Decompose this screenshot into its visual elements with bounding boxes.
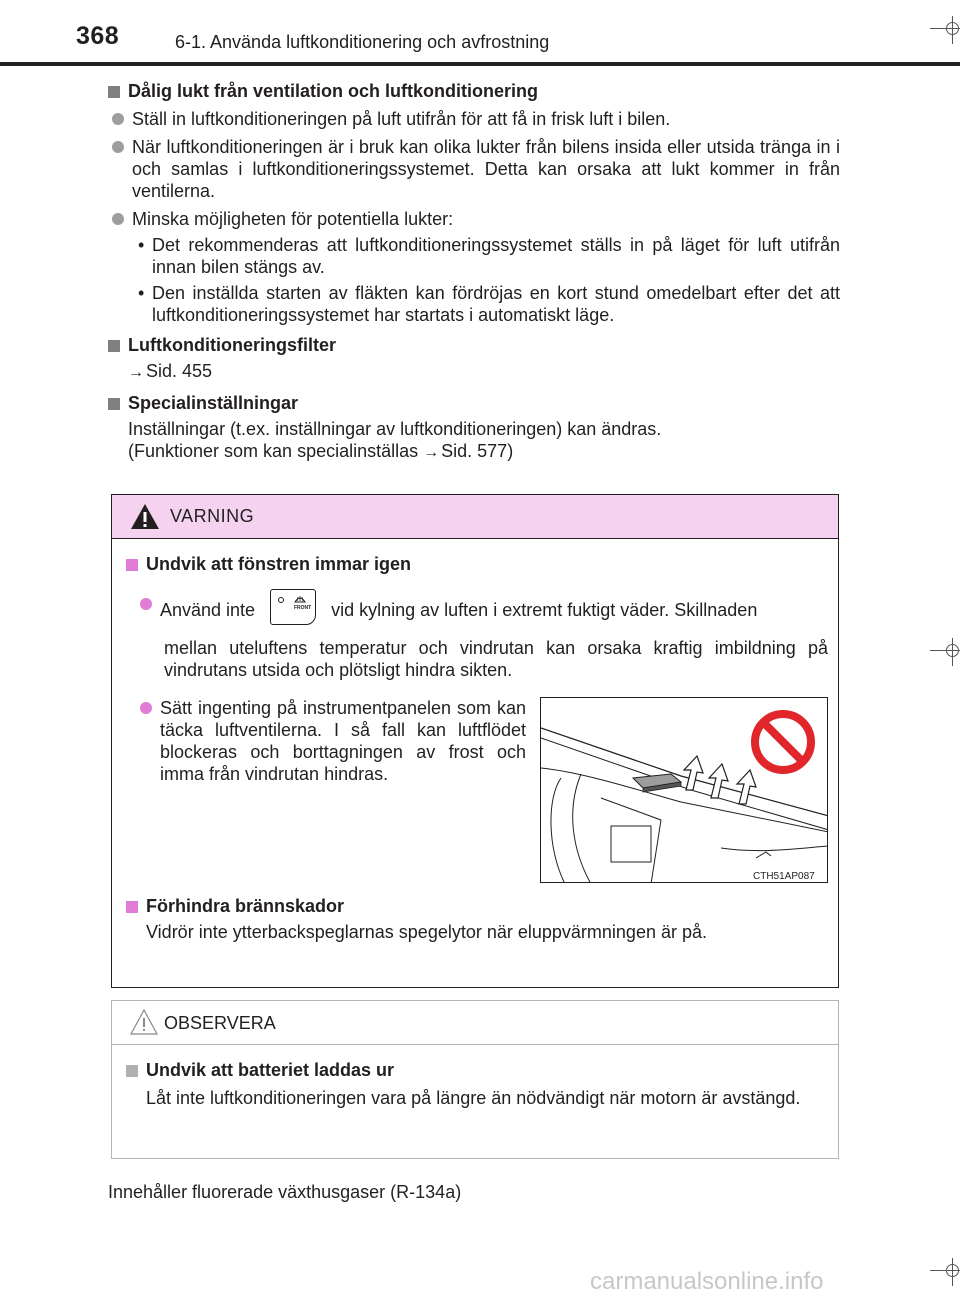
- circle-bullet-icon: [112, 213, 124, 225]
- circle-bullet-icon: [112, 113, 124, 125]
- square-bullet-icon: [126, 1065, 138, 1077]
- svg-text:FRONT: FRONT: [294, 605, 312, 611]
- notice-label: OBSERVERA: [164, 1013, 276, 1033]
- filter-heading: Luftkonditioneringsfilter: [108, 334, 840, 356]
- fog-text: mellan uteluftens temperatur och vindrutan kan orsaka kraftig imbildning på vindrutans utsida och plötsligt hindra sikten.: [164, 638, 828, 680]
- square-bullet-icon: [108, 398, 120, 410]
- section-title: 6-1. Använda luftkonditionering och avfrostning: [175, 32, 550, 52]
- arrow-right-icon: →: [128, 364, 144, 381]
- arrow-right-icon: →: [423, 444, 440, 461]
- square-bullet-icon: [126, 559, 138, 571]
- smell-heading: Dålig lukt från ventilation och luftkonditionering: [108, 80, 840, 102]
- warning-label: VARNING: [170, 506, 255, 526]
- bullet-item: När luftkonditioneringen är i bruk kan olika lukter från bilens insida eller utsida tränga in i och samlas i luftkonditioneringssystemet. Detta kan orsaka att lukt kommer in från ventilerna.: [112, 136, 840, 202]
- dashboard-illustration: [541, 698, 828, 883]
- fog-heading: Undvik att fönstren immar igen: [126, 553, 828, 575]
- special-line-1: Inställningar (t.ex. inställningar av luftkonditioneringen) kan ändras.: [128, 419, 662, 439]
- bullet-item: Sätt ingenting på instrumentpanelen som kan täcka luftventilerna. I så fall kan luftflödet blockeras och borttagningen av frost och imma från vindrutan hindras.: [140, 697, 526, 883]
- square-bullet-icon: [108, 340, 120, 352]
- bullet-item: Ställ in luftkonditioneringen på luft utifrån för att få in frisk luft i bilen.: [112, 108, 840, 130]
- front-defrost-button-icon: [270, 589, 316, 625]
- battery-text: Låt inte luftkonditioneringen vara på längre än nödvändigt när motorn är avstängd.: [146, 1088, 801, 1108]
- warning-box: [111, 494, 839, 988]
- burn-heading: Förhindra brännskador: [126, 895, 828, 917]
- special-reference[interactable]: Sid. 577): [441, 441, 514, 461]
- page-number: 368: [76, 22, 120, 50]
- special-heading: Specialinställningar: [108, 392, 840, 414]
- warning-header: [112, 495, 838, 539]
- filter-reference[interactable]: → Sid. 455: [128, 361, 213, 381]
- figure-code: CTH51AP087: [753, 871, 815, 882]
- notice-box: [111, 1000, 839, 1159]
- circle-bullet-icon: [140, 598, 152, 610]
- circle-bullet-icon: [112, 141, 124, 153]
- warning-triangle-icon: [130, 503, 160, 530]
- circle-bullet-icon: [140, 702, 152, 714]
- header-rule: [0, 62, 960, 66]
- dashboard-figure: [540, 697, 828, 883]
- watermark: carmanualsonline.info: [590, 1268, 824, 1295]
- notice-header: [112, 1001, 838, 1045]
- bullet-item: Minska möjligheten för potentiella lukter:: [112, 208, 840, 230]
- main-content: [108, 74, 840, 464]
- square-bullet-icon: [108, 86, 120, 98]
- sub-bullet-item: • Den inställda starten av fläkten kan fördröjas en kort stund omedelbart efter det att luftkonditioneringssystemet har startats i automatiskt läge.: [138, 283, 840, 325]
- battery-heading: Undvik att batteriet laddas ur: [126, 1059, 824, 1081]
- square-bullet-icon: [126, 901, 138, 913]
- notice-triangle-icon: [130, 1009, 158, 1035]
- special-line-2: (Funktioner som kan specialinställas → Sid. 577): [128, 441, 514, 461]
- bullet-item: Använd inte FRONT vid kylning av luften i extremt fuktigt väder. Skillnaden: [140, 593, 828, 629]
- footer-note: Innehåller fluorerade växthusgaser (R-134a): [108, 1182, 462, 1202]
- burn-text: Vidrör inte ytterbackspeglarnas spegelytor när eluppvärmningen är på.: [146, 922, 707, 942]
- sub-bullet-item: • Det rekommenderas att luftkonditioneringssystemet ställs in på läget för luft utifrån innan bilen stängs av.: [138, 235, 840, 277]
